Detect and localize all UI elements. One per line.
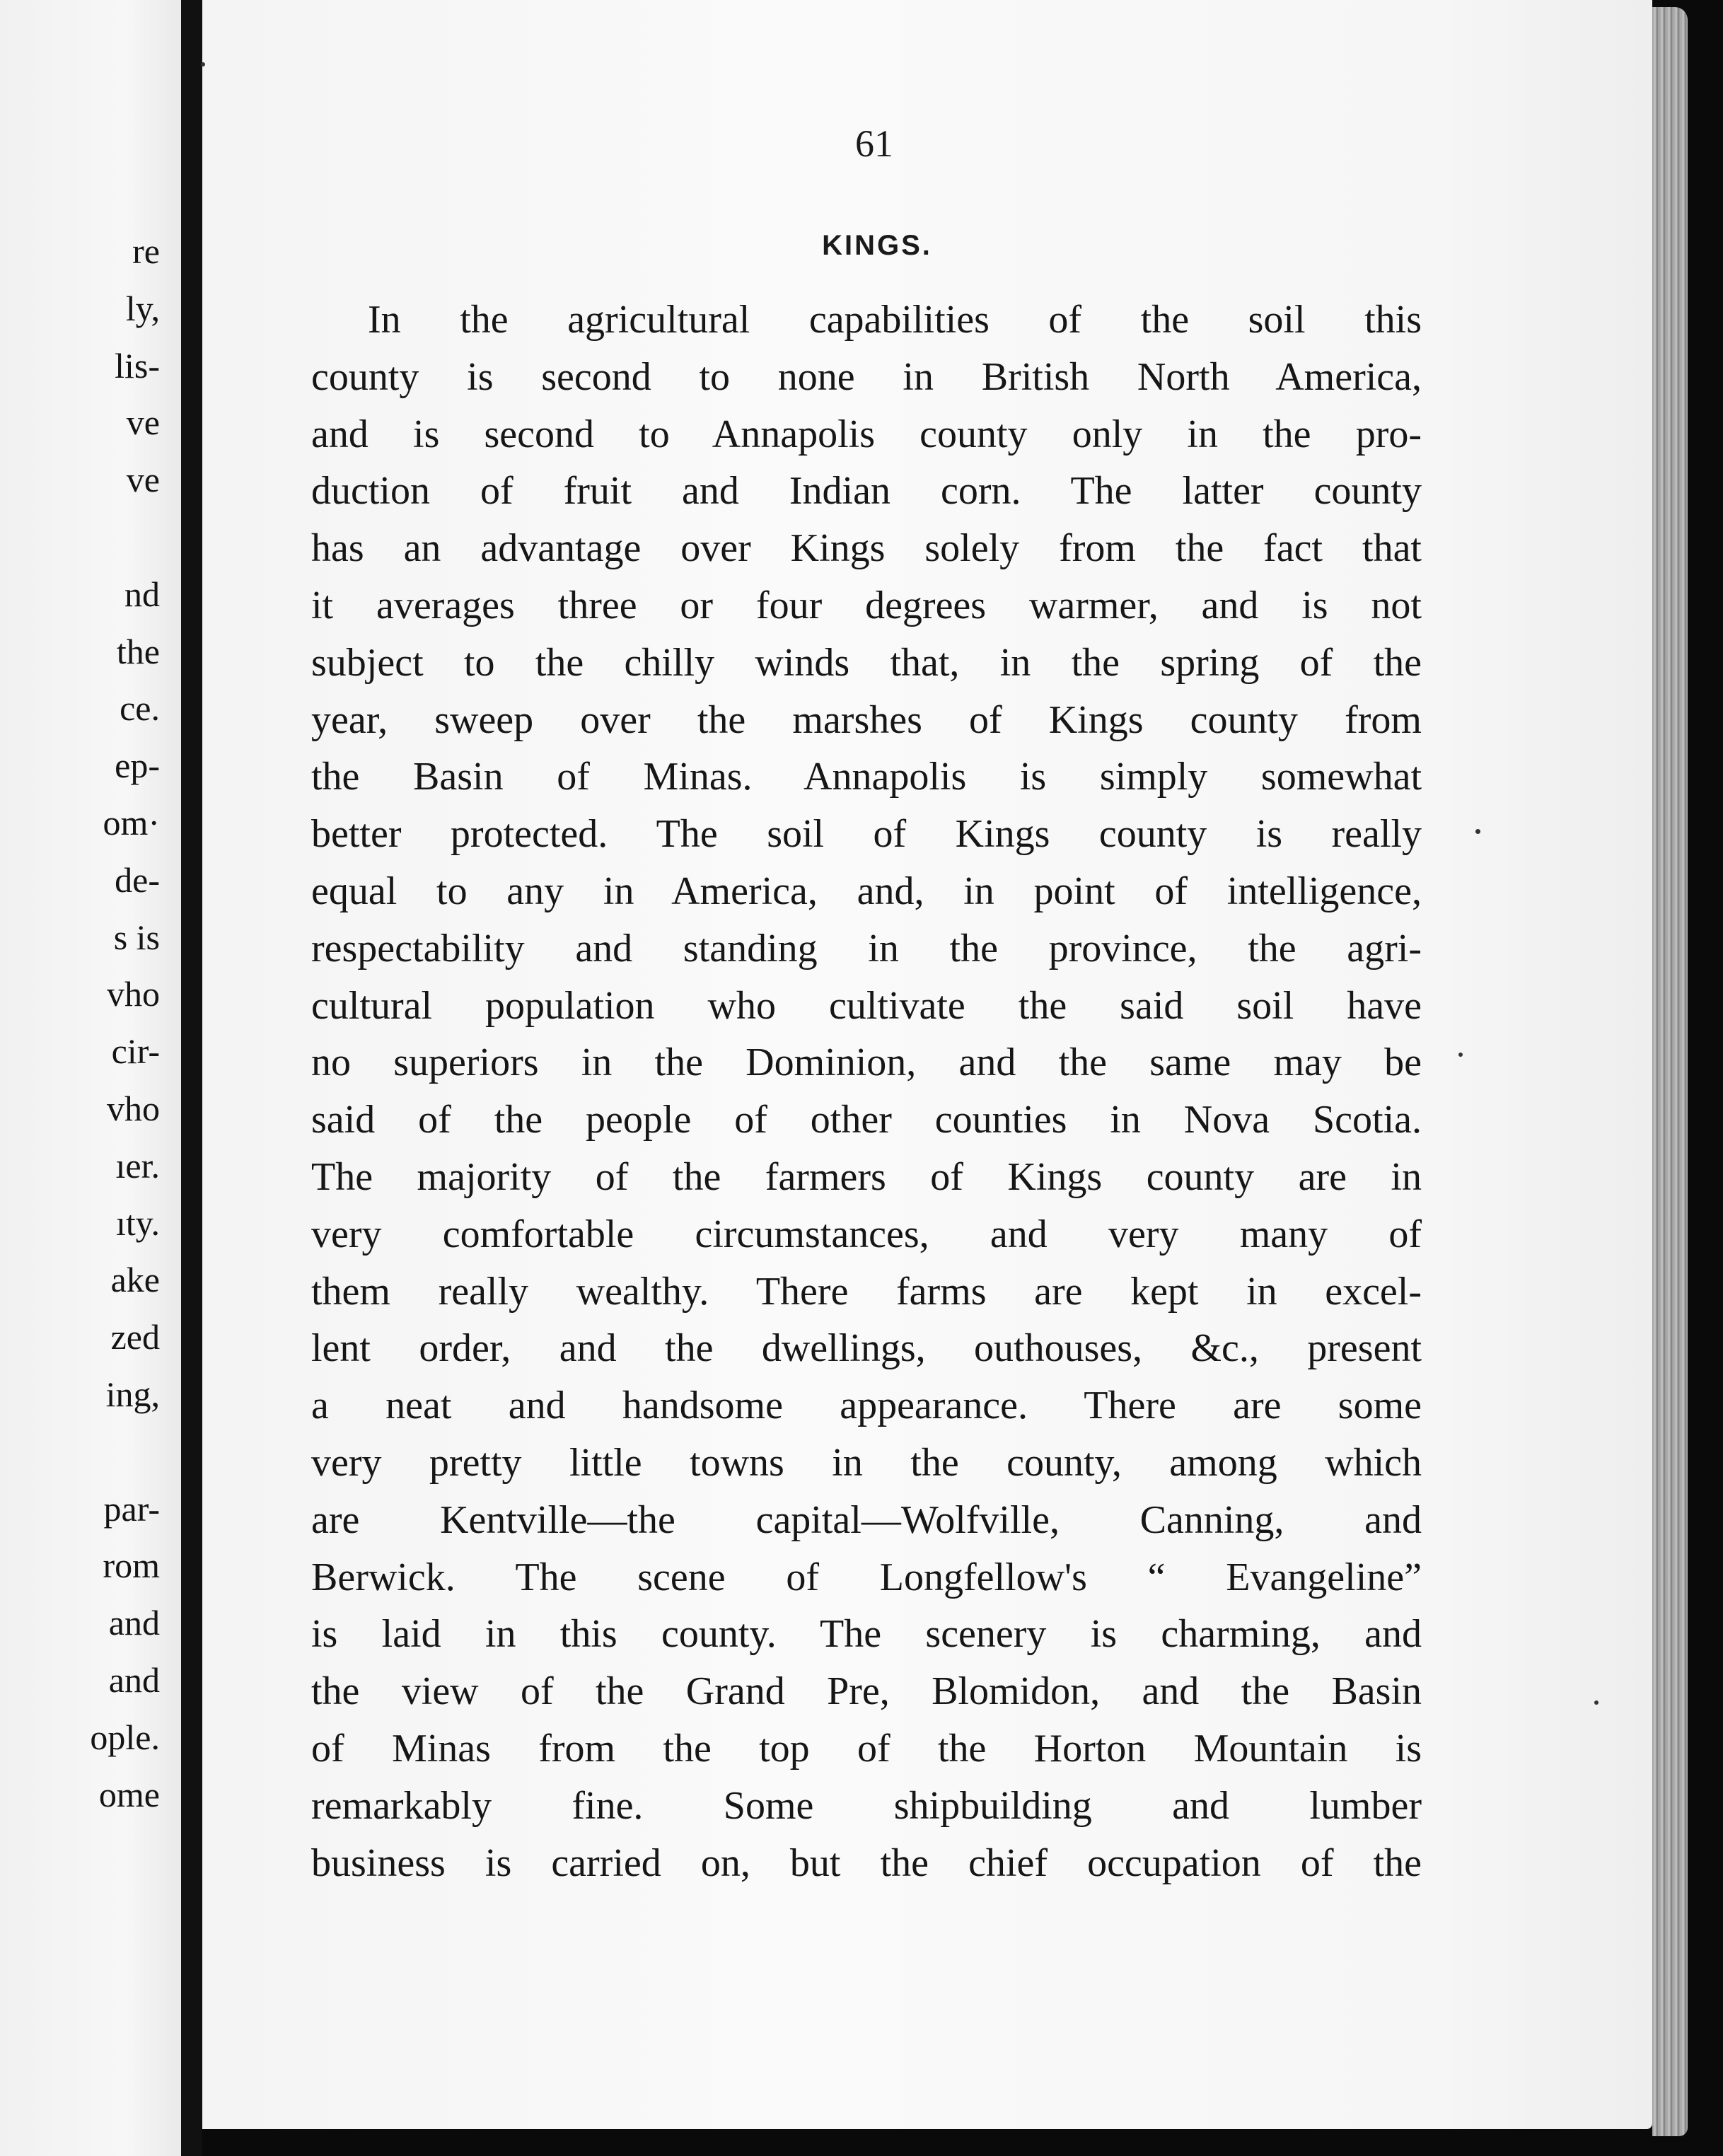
text-line: no superiors in the Dominion, and the same may be bbox=[311, 1041, 1422, 1085]
previous-page-line bbox=[90, 509, 160, 566]
previous-page-line: re bbox=[132, 231, 160, 271]
previous-page-line bbox=[90, 1423, 160, 1480]
previous-page-line: vho bbox=[107, 974, 160, 1014]
previous-page-line: ly, bbox=[125, 288, 160, 328]
previous-page-line: ake bbox=[110, 1260, 160, 1300]
text-line: said of the people of other counties in Nova Scotia. bbox=[311, 1098, 1422, 1142]
previous-page-line: ing, bbox=[105, 1374, 160, 1414]
previous-page-text bbox=[90, 223, 160, 1823]
paper-speck bbox=[1594, 1700, 1599, 1705]
page-number: 61 bbox=[855, 122, 893, 165]
text-line: of Minas from the top of the Horton Mountain is bbox=[311, 1726, 1422, 1770]
previous-page-line: and bbox=[108, 1659, 160, 1700]
body-text bbox=[311, 291, 1422, 1891]
text-line: county is second to none in British North America, bbox=[311, 354, 1422, 399]
previous-page-line: de- bbox=[115, 859, 160, 900]
previous-page-line: ce. bbox=[120, 688, 160, 729]
text-line: has an advantage over Kings solely from the fact that bbox=[311, 526, 1422, 571]
text-line: remarkably fine. Some shipbuilding and lumber bbox=[311, 1783, 1422, 1828]
previous-page-line: ve bbox=[126, 402, 160, 443]
previous-page-line: ople. bbox=[90, 1717, 160, 1757]
previous-page-line: the bbox=[116, 631, 160, 671]
previous-page-fragment bbox=[0, 0, 181, 2156]
text-line: year, sweep over the marshes of Kings county from bbox=[311, 697, 1422, 742]
text-line: business is carried on, but the chief occupation of the bbox=[311, 1841, 1422, 1885]
previous-page-line: par- bbox=[103, 1488, 160, 1529]
paper-speck bbox=[1475, 829, 1480, 834]
previous-page-line: nd bbox=[124, 574, 160, 614]
text-line: duction of fruit and Indian corn. The latter county bbox=[311, 469, 1422, 514]
previous-page-line: ıty. bbox=[115, 1202, 160, 1243]
text-line: equal to any in America, and, in point of intelligence, bbox=[311, 869, 1422, 913]
text-line: the view of the Grand Pre, Blomidon, and the Basin bbox=[311, 1669, 1422, 1714]
text-line: The majority of the farmers of Kings county are in bbox=[311, 1154, 1422, 1199]
previous-page-line: om· bbox=[103, 802, 160, 842]
page-edges bbox=[1652, 7, 1688, 2136]
previous-page-line: and bbox=[108, 1603, 160, 1643]
previous-page-line: rom bbox=[103, 1546, 160, 1586]
text-line: better protected. The soil of Kings county is really bbox=[311, 812, 1422, 857]
text-line: In the agricultural capabilities of the soil this bbox=[368, 298, 1422, 342]
previous-page-line: s is bbox=[113, 917, 160, 957]
previous-page-line: ve bbox=[126, 460, 160, 500]
text-line: it averages three or four degrees warmer, and is not bbox=[311, 583, 1422, 627]
text-line: the Basin of Minas. Annapolis is simply somewhat bbox=[311, 755, 1422, 799]
text-line: cultural population who cultivate the said soil have bbox=[311, 983, 1422, 1028]
text-line: lent order, and the dwellings, outhouses, &c., present bbox=[311, 1326, 1422, 1371]
text-line: very comfortable circumstances, and very many of bbox=[311, 1212, 1422, 1256]
text-line: them really wealthy. There farms are kept in excel- bbox=[311, 1269, 1422, 1314]
text-line: Berwick. The scene of Longfellow's “ Evangeline” bbox=[311, 1555, 1422, 1599]
text-line: a neat and handsome appearance. There are some bbox=[311, 1384, 1422, 1428]
text-line: is laid in this county. The scenery is charming, and bbox=[311, 1612, 1422, 1657]
text-line: respectability and standing in the province, the agri- bbox=[311, 926, 1422, 970]
previous-page-line: ome bbox=[98, 1774, 160, 1814]
book-gutter bbox=[181, 0, 202, 2156]
section-heading: KINGS. bbox=[822, 230, 932, 261]
text-line: very pretty little towns in the county, among which bbox=[311, 1440, 1422, 1485]
paper-speck bbox=[201, 62, 205, 66]
previous-page-line: cir- bbox=[111, 1031, 160, 1072]
text-line: are Kentville—the capital—Wolfville, Canning, and bbox=[311, 1497, 1422, 1542]
text-line: subject to the chilly winds that, in the spring of the bbox=[311, 640, 1422, 685]
previous-page-line: ep- bbox=[115, 746, 160, 786]
previous-page-line: zed bbox=[110, 1317, 160, 1357]
paper-speck bbox=[1458, 1053, 1463, 1057]
text-line: and is second to Annapolis county only in the pro- bbox=[311, 412, 1422, 456]
previous-page-line: vho bbox=[107, 1088, 160, 1128]
previous-page-line: ıer. bbox=[115, 1145, 160, 1186]
previous-page-line: lis- bbox=[115, 345, 160, 386]
